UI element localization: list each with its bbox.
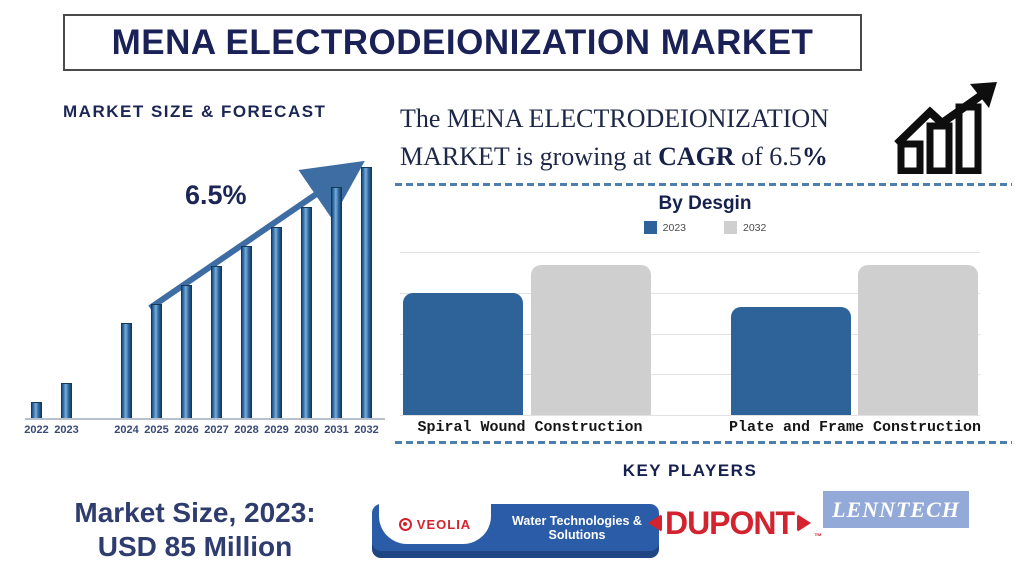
trend-year-label: 2022 xyxy=(24,424,49,436)
group-bar-2023 xyxy=(403,293,523,415)
trend-bar-2025 xyxy=(151,304,162,418)
trend-year-label: 2032 xyxy=(354,424,379,436)
page-title: MENA ELECTRODEIONIZATION MARKET xyxy=(111,22,814,62)
legend-swatch-icon xyxy=(644,221,657,234)
headline-percent: % xyxy=(801,142,828,171)
trend-bar-2026 xyxy=(181,285,192,418)
market-forecast-heading: MARKET SIZE & FORECAST xyxy=(63,102,327,121)
category-label-spiral-wound: Spiral Wound Construction xyxy=(417,419,643,436)
trend-bar-2028 xyxy=(241,246,252,418)
key-players-heading: KEY PLAYERS xyxy=(622,461,758,480)
trend-year-label: 2031 xyxy=(324,424,349,436)
veolia-logo xyxy=(372,504,659,558)
category-label-plate-frame: Plate and Frame Construction xyxy=(728,419,982,436)
dupont-brand-text: DUPONT xyxy=(664,504,795,541)
group-bar-2023 xyxy=(731,307,851,415)
trend-year-label: 2026 xyxy=(174,424,199,436)
headline-line2-prefix: MARKET is growing at xyxy=(400,142,659,171)
dupont-trademark: ™ xyxy=(814,532,823,541)
dupont-left-chevron-icon xyxy=(648,514,662,532)
veolia-logo-wave xyxy=(379,504,491,544)
trend-year-label: 2028 xyxy=(234,424,259,436)
chart-legend xyxy=(400,221,1010,234)
trend-bar-2032 xyxy=(361,167,372,418)
headline-cagr-word: CAGR xyxy=(658,142,735,171)
trend-bar-2029 xyxy=(271,227,282,418)
trend-year-label: 2029 xyxy=(264,424,289,436)
trend-bar-2031 xyxy=(331,187,342,418)
trend-bar-2023 xyxy=(61,383,72,418)
veolia-circle-icon xyxy=(399,518,412,531)
veolia-brand-text: VEOLIA xyxy=(416,516,472,532)
market-forecast-chart xyxy=(25,150,391,445)
market-size-line2: USD 85 Million xyxy=(97,531,293,562)
trend-year-label: 2025 xyxy=(144,424,169,436)
legend-label: 2023 xyxy=(662,221,686,234)
lenntech-brand-text: LENNTECH xyxy=(832,496,960,522)
dupont-right-chevron-icon xyxy=(797,514,811,532)
trend-bar-2030 xyxy=(301,207,312,418)
by-design-chart xyxy=(400,252,980,415)
headline-line2-mid: of 6.5 xyxy=(734,142,802,171)
trend-bar-2024 xyxy=(121,323,132,418)
trend-bar-2027 xyxy=(211,266,222,418)
market-size-line1: Market Size, 2023: xyxy=(74,497,316,528)
trend-bar-2022 xyxy=(31,402,42,418)
trend-year-label: 2024 xyxy=(114,424,139,436)
legend-label: 2032 xyxy=(743,221,767,234)
lenntech-logo xyxy=(823,491,969,528)
market-size-callout xyxy=(25,496,365,564)
by-design-title: By Desgin xyxy=(658,193,752,214)
legend-item-2023 xyxy=(644,221,686,234)
bar-chart-growth-icon xyxy=(893,82,1005,174)
dupont-logo xyxy=(655,497,823,549)
cagr-annotation: 6.5% xyxy=(185,180,247,210)
trend-year-label: 2030 xyxy=(294,424,319,436)
group-bar-2032 xyxy=(531,265,651,415)
x-axis-line xyxy=(25,418,385,420)
legend-swatch-icon xyxy=(724,221,737,234)
gridline xyxy=(400,252,980,253)
headline-line1: The MENA ELECTRODEIONIZATION xyxy=(400,104,829,133)
group-bar-2032 xyxy=(858,265,978,415)
veolia-tagline: Water Technologies & Solutions xyxy=(512,513,642,542)
trend-year-label: 2027 xyxy=(204,424,229,436)
gridline xyxy=(400,415,980,416)
legend-item-2032 xyxy=(724,221,766,234)
trend-year-label: 2023 xyxy=(54,424,79,436)
dashed-separator-bottom xyxy=(395,441,1012,444)
headline-text xyxy=(400,100,900,176)
title-banner xyxy=(63,14,862,71)
dashed-separator-top xyxy=(395,183,1012,186)
